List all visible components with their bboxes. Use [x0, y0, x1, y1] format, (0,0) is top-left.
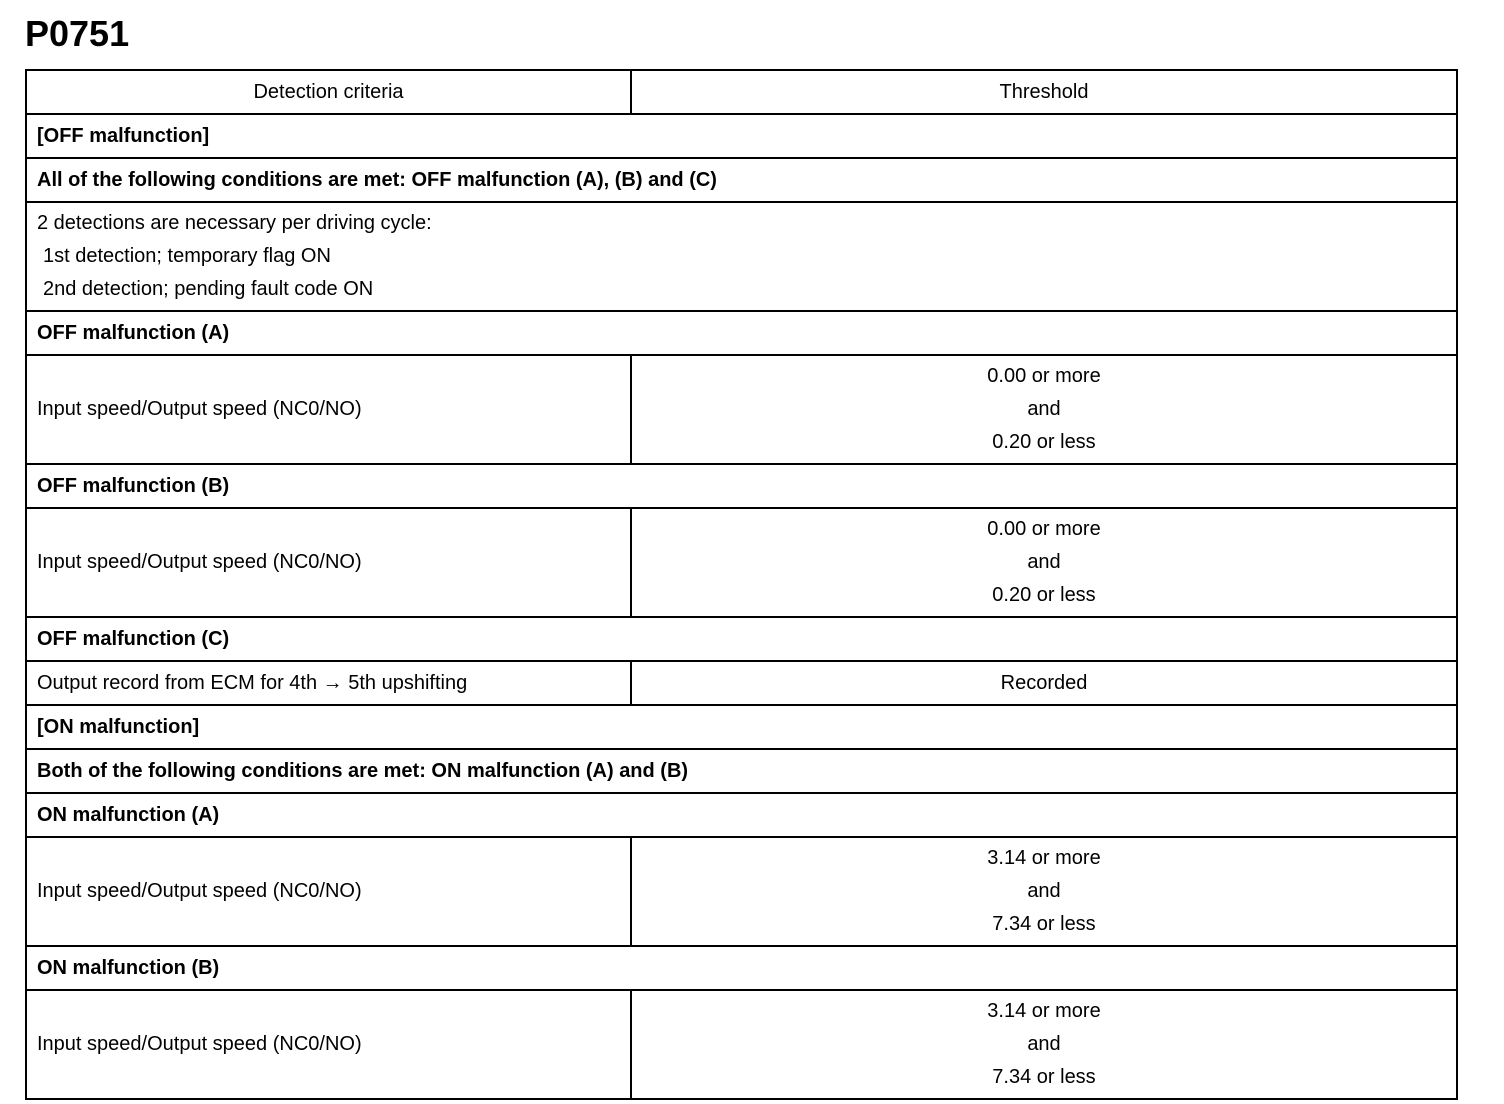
section-row [26, 749, 1457, 793]
threshold-line: 7.34 or less [992, 1066, 1096, 1088]
off-b-criterion: Input speed/Output speed (NC0/NO) [26, 508, 631, 617]
section-row [26, 114, 1457, 158]
on-a-heading: ON malfunction (A) [26, 793, 1457, 837]
table-row [26, 837, 1457, 946]
threshold-line: 3.14 or more [987, 847, 1101, 869]
off-b-threshold [631, 508, 1457, 617]
on-a-threshold [631, 837, 1457, 946]
note-line: 2 detections are necessary per driving cycle: [37, 212, 432, 234]
note-row [26, 202, 1457, 311]
table-header-row [26, 70, 1457, 114]
threshold-line: 3.14 or more [987, 1000, 1101, 1022]
threshold-line: and [1027, 551, 1061, 573]
on-both-conditions: Both of the following conditions are met: ON malfunction (A) and (B) [26, 749, 1457, 793]
on-malfunction-section: [ON malfunction] [26, 705, 1457, 749]
detection-criteria-table [25, 69, 1458, 1100]
header-detection-criteria: Detection criteria [26, 70, 631, 114]
header-threshold: Threshold [631, 70, 1457, 114]
note-line: 2nd detection; pending fault code ON [43, 278, 374, 300]
threshold-line: 0.00 or more [987, 518, 1101, 540]
detection-note [26, 202, 1457, 311]
page-title: P0751 [25, 13, 130, 54]
on-b-threshold [631, 990, 1457, 1099]
threshold-line: and [1027, 1033, 1061, 1055]
on-b-criterion: Input speed/Output speed (NC0/NO) [26, 990, 631, 1099]
table-row [26, 508, 1457, 617]
off-a-threshold [631, 355, 1457, 464]
threshold-line: and [1027, 398, 1061, 420]
off-c-threshold: Recorded [631, 661, 1457, 705]
section-row [26, 311, 1457, 355]
off-c-heading: OFF malfunction (C) [26, 617, 1457, 661]
note-line: 1st detection; temporary flag ON [43, 245, 331, 267]
table-row [26, 355, 1457, 464]
threshold-line: 7.34 or less [992, 913, 1096, 935]
section-row [26, 946, 1457, 990]
off-malfunction-section: [OFF malfunction] [26, 114, 1457, 158]
off-all-conditions: All of the following conditions are met: OFF malfunction (A), (B) and (C) [26, 158, 1457, 202]
section-row [26, 617, 1457, 661]
table-row [26, 661, 1457, 705]
section-row [26, 793, 1457, 837]
off-a-criterion: Input speed/Output speed (NC0/NO) [26, 355, 631, 464]
off-c-criterion: Output record from ECM for 4th → 5th upshifting [26, 661, 631, 705]
section-row [26, 464, 1457, 508]
on-a-criterion: Input speed/Output speed (NC0/NO) [26, 837, 631, 946]
threshold-line: 0.20 or less [992, 431, 1096, 453]
off-b-heading: OFF malfunction (B) [26, 464, 1457, 508]
on-b-heading: ON malfunction (B) [26, 946, 1457, 990]
threshold-line: 0.20 or less [992, 584, 1096, 606]
threshold-line: 0.00 or more [987, 365, 1101, 387]
threshold-line: and [1027, 880, 1061, 902]
table-row [26, 990, 1457, 1099]
off-a-heading: OFF malfunction (A) [26, 311, 1457, 355]
section-row [26, 158, 1457, 202]
section-row [26, 705, 1457, 749]
